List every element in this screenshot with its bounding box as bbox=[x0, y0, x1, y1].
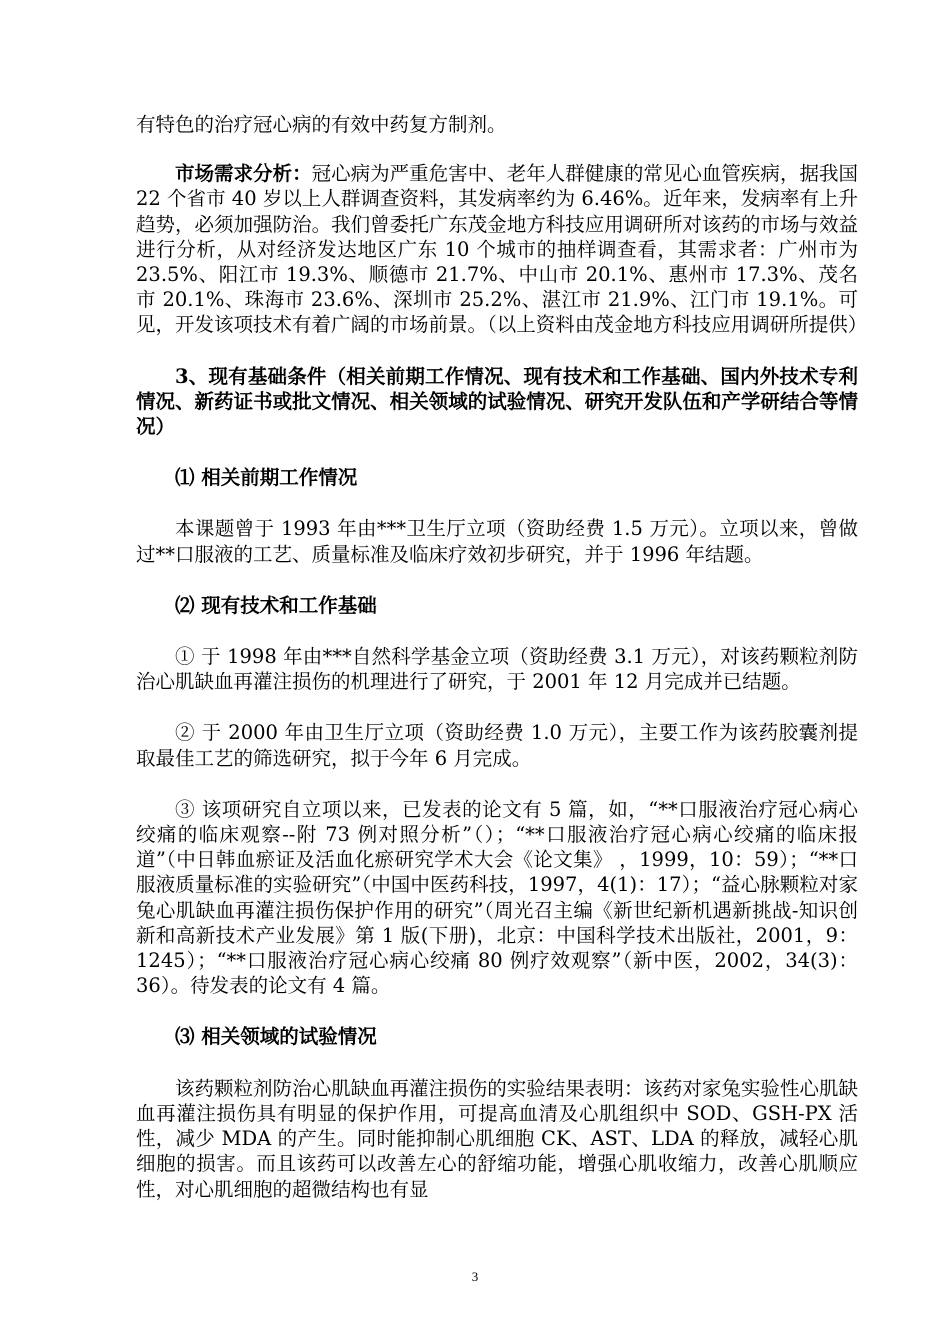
prior-work-paragraph: 本课题曾于 1993 年由***卫生厅立项（资助经费 1.5 万元）。立项以来，曾做过**口服液的工艺、质量标准及临床疗效初步研究，并于 1996 年结题。 bbox=[136, 517, 858, 566]
basis-item-2: ② 于 2000 年由卫生厅立项（资助经费 1.0 万元），主要工作为该药胶囊剂提取最佳工艺的筛选研究，拟于今年 6 月完成。 bbox=[136, 721, 858, 770]
page-number: 3 bbox=[471, 1269, 479, 1284]
subheading-current-basis: ⑵ 现有技术和工作基础 bbox=[175, 593, 377, 617]
related-trials-paragraph: 该药颗粒剂防治心肌缺血再灌注损伤的实验结果表明：该药对家兔实验性心肌缺血再灌注损伤具有明显的保护作用，可提高血清及心肌组织中 SOD、GSH-PX 活性，减少 MDA 的产生。同时能抑制心肌细胞 CK、AST、LDA 的释放，减轻心肌细胞的损害。而且该药可以改善左心的舒缩功能，增强心肌收缩力，改善心肌顺应性，对心肌细胞的超微结构也有显 bbox=[136, 1076, 858, 1201]
market-demand-paragraph bbox=[136, 161, 868, 337]
basis-item-3: ③ 该项研究自立项以来，已发表的论文有 5 篇，如，“**口服液治疗冠心病心绞痛的临床观察--附 73 例对照分析”（）；“**口服液治疗冠心病心绞痛的临床报道”（中日韩血瘀证及活血化瘀研究学术大会《论文集》 ，1999，10：59）；“**口服液质量标准的实验研究”（中国中医药科技，1997，4(1)：17）；“益心脉颗粒对家兔心肌缺血再灌注损伤保护作用的研究”（周光召主编《新世纪新机遇新挑战-知识创新和高新技术产业发展》第 1 版(下册)，北京：中国科学技术出版社，2001，9：1245）；“**口服液治疗冠心病心绞痛 80 例疗效观察”（新中医，2002，34(3)：36）。待发表的论文有 4 篇。 bbox=[136, 797, 858, 998]
market-demand-label: 市场需求分析： bbox=[175, 162, 312, 186]
basis-item-1: ① 于 1998 年由***自然科学基金立项（资助经费 3.1 万元），对该药颗粒剂防治心肌缺血再灌注损伤的机理进行了研究，于 2001 年 12 月完成并已结题。 bbox=[136, 645, 858, 694]
market-demand-text: 冠心病为严重危害中、老年人群健康的常见心血管疾病，据我国 22 个省市 40 岁以上人群调查资料，其发病率约为 6.46%。近年来，发病率有上升趋势，必须加强防治。我们曾委托广东茂金地方科技应用调研所对该药的市场与效益进行分析，从对经济发达地区广东 10 个城市的抽样调查看，其需求者：广州市为 23.5%、阳江市 19.3%、顺德市 21.7%、中山市 20.1%、惠州市 17.3%、茂名市 20.1%、珠海市 23.6%、深圳市 25.2%、湛江市 21.9%、江门市 19.1%。可见，开发该项技术有着广阔的市场前景。（以上资料由茂金地方科技应用调研所提供） bbox=[136, 162, 868, 337]
paragraph-continuation: 有特色的治疗冠心病的有效中药复方制剂。 bbox=[136, 113, 507, 136]
subheading-prior-work: ⑴ 相关前期工作情况 bbox=[175, 466, 358, 490]
subheading-related-trials: ⑶ 相关领域的试验情况 bbox=[175, 1025, 377, 1049]
section-heading-3: 3、现有基础条件（相关前期工作情况、现有技术和工作基础、国内外技术专利情况、新药证书或批文情况、相关领域的试验情况、研究开发队伍和产学研结合等情况） bbox=[136, 364, 858, 439]
document-body bbox=[136, 112, 868, 1202]
